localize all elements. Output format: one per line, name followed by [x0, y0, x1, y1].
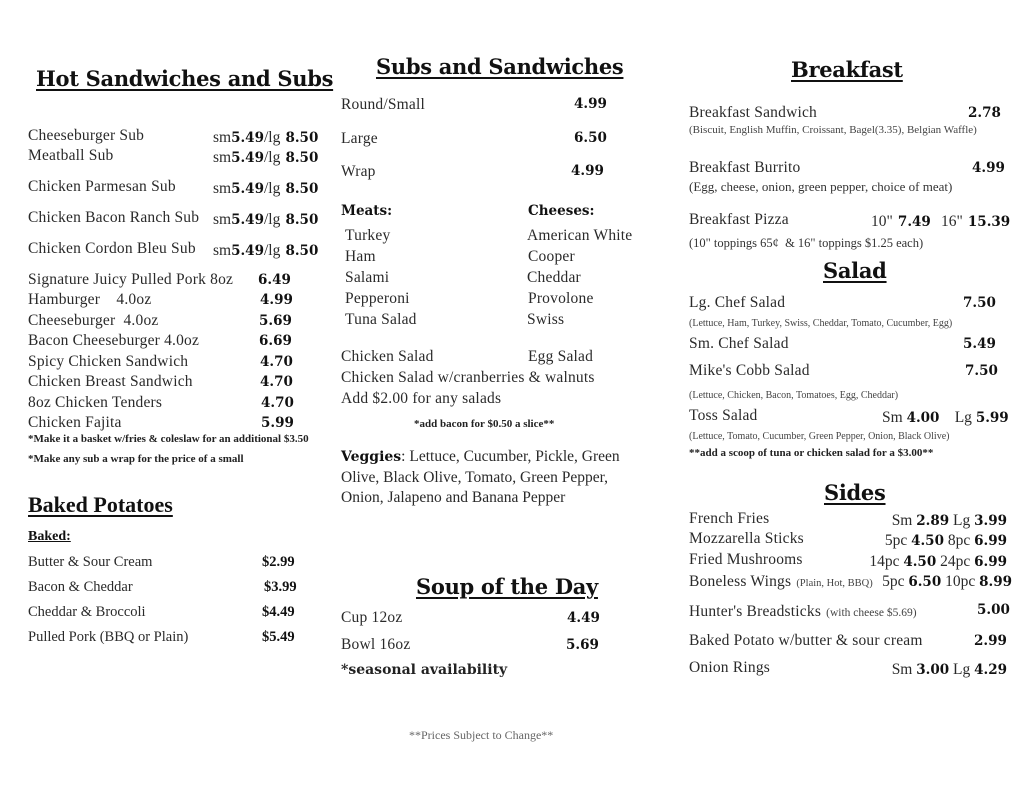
menu-item-price: 7.50 — [965, 363, 998, 379]
menu-item-price: $3.99 — [264, 579, 297, 595]
cheese-option: Swiss — [527, 311, 565, 328]
menu-item-price: Sm 4.00 Lg 5.99 — [882, 409, 1009, 426]
menu-item-price: sm5.49/lg 8.50 — [213, 129, 319, 146]
menu-item-name: Cheddar & Broccoli — [28, 604, 146, 620]
veggies-list — [341, 447, 651, 509]
menu-item-price: 5.69 — [566, 637, 599, 653]
menu-item-name: Chicken Fajita — [28, 414, 122, 431]
salad-option: Chicken Salad — [341, 348, 434, 365]
menu-item-price: 2.78 — [968, 105, 1001, 121]
menu-item-name: Cheeseburger Sub — [28, 127, 145, 144]
menu-item-name: Lg. Chef Salad — [689, 294, 786, 311]
salad-note: **add a scoop of tuna or chicken salad for a $3.00** — [689, 447, 934, 459]
menu-item-name: Hunter's Breadsticks (with cheese $5.69) — [689, 603, 917, 620]
menu-item-name: Chicken Breast Sandwich — [28, 373, 193, 390]
seasonal-note: *seasonal availability — [341, 662, 508, 678]
menu-item-name: Meatball Sub — [28, 147, 114, 164]
menu-item-name: Breakfast Burrito — [689, 159, 801, 176]
menu-item-name: Onion Rings — [689, 659, 771, 676]
menu-item-price: sm5.49/lg 8.50 — [213, 211, 319, 228]
menu-item-price: 5.99 — [261, 415, 294, 431]
menu-item-price: 5.49 — [963, 336, 996, 352]
menu-item-name: French Fries — [689, 510, 770, 527]
meats-label: Meats: — [341, 203, 393, 219]
menu-item-price: 6.69 — [259, 333, 292, 349]
menu-item-name: Mozzarella Sticks — [689, 530, 804, 547]
menu-item-price: 4.99 — [571, 163, 604, 179]
baked-subtitle: Baked: — [28, 529, 71, 544]
menu-item-price: 14pc 4.50 24pc 6.99 — [869, 553, 1007, 570]
cheeses-label: Cheeses: — [528, 203, 595, 219]
meat-option: Tuna Salad — [345, 311, 417, 328]
menu-item-name: Round/Small — [341, 96, 426, 113]
menu-item-price: sm5.49/lg 8.50 — [213, 149, 319, 166]
menu-item-price: $4.49 — [262, 604, 295, 620]
menu-item-price: 2.99 — [974, 633, 1007, 649]
menu-item-price: 6.49 — [258, 272, 291, 288]
menu-item-name: 8oz Chicken Tenders — [28, 394, 163, 411]
meat-option: Turkey — [345, 227, 391, 244]
menu-item-name: Butter & Sour Cream — [28, 554, 153, 570]
menu-item-name: Bacon Cheeseburger 4.0oz — [28, 332, 200, 349]
menu-item-name: Spicy Chicken Sandwich — [28, 353, 189, 370]
cheese-option: American White — [527, 227, 633, 244]
menu-item-desc: (Lettuce, Tomato, Cucumber, Green Pepper, Onion, Black Olive) — [689, 431, 950, 442]
menu-item-name: Chicken Bacon Ranch Sub — [28, 209, 200, 226]
menu-item-name: Pulled Pork (BBQ or Plain) — [28, 629, 189, 645]
menu-item-price: 4.70 — [260, 374, 293, 390]
veggies-text: : Lettuce, Cucumber, Pickle, Green Olive, Black Olive, Tomato, Green Pepper, Onion, Jalapeno and Banana Pepper — [341, 448, 620, 506]
salad-option: Chicken Salad w/cranberries & walnuts — [341, 369, 595, 386]
menu-item-price: 4.99 — [972, 160, 1005, 176]
menu-item-price: $2.99 — [262, 554, 295, 570]
menu-item-name: Cup 12oz — [341, 609, 403, 626]
section-title-salad: Salad — [823, 258, 887, 283]
menu-note: *Make it a basket w/fries & coleslaw for an additional $3.50 — [28, 433, 309, 445]
menu-item-name: Bacon & Cheddar — [28, 579, 133, 595]
salad-option: Egg Salad — [528, 348, 594, 365]
menu-item-desc: (Biscuit, English Muffin, Croissant, Bagel(3.35), Belgian Waffle) — [689, 124, 977, 136]
prices-disclaimer: **Prices Subject to Change** — [409, 728, 554, 742]
menu-item-price: sm5.49/lg 8.50 — [213, 242, 319, 259]
menu-item-name: Chicken Cordon Bleu Sub — [28, 240, 196, 257]
menu-item-price: 4.70 — [261, 395, 294, 411]
menu-item-price: Sm 2.89 Lg 3.99 — [891, 512, 1007, 529]
meat-option: Pepperoni — [345, 290, 410, 307]
menu-item-price: Sm 3.00 Lg 4.29 — [891, 661, 1007, 678]
cheese-option: Cheddar — [527, 269, 581, 286]
menu-item-price: 5pc 4.50 8pc 6.99 — [884, 532, 1007, 549]
section-title-subs-sandwiches: Subs and Sandwiches — [376, 54, 624, 79]
menu-item-price: 6.50 — [574, 130, 607, 146]
cheese-option: Cooper — [528, 248, 575, 265]
menu-item-price: 5.00 — [977, 602, 1010, 618]
menu-item-name: Breakfast Sandwich — [689, 104, 817, 121]
menu-item-name: Fried Mushrooms — [689, 551, 803, 568]
menu-item-price: 4.99 — [260, 292, 293, 308]
menu-note: *Make any sub a wrap for the price of a small — [28, 453, 244, 465]
section-title-hot-sandwiches: Hot Sandwiches and Subs — [36, 66, 334, 91]
menu-item-price: 4.49 — [567, 610, 600, 626]
menu-item-name: Cheeseburger 4.0oz — [28, 312, 159, 329]
menu-item-price: 5.69 — [259, 313, 292, 329]
menu-item-name: Bowl 16oz — [341, 636, 411, 653]
menu-item-name: Sm. Chef Salad — [689, 335, 789, 352]
menu-item-name: Boneless Wings (Plain, Hot, BBQ) — [689, 573, 873, 590]
menu-item-name: Hamburger 4.0oz — [28, 291, 152, 308]
menu-item-price: 4.70 — [260, 354, 293, 370]
menu-item-name: Toss Salad — [689, 407, 758, 424]
menu-item-price: 7.50 — [963, 295, 996, 311]
section-title-baked-potatoes: Baked Potatoes — [28, 492, 173, 517]
menu-item-price: 5pc 6.50 10pc 8.99 — [882, 573, 1012, 590]
meat-option: Salami — [345, 269, 390, 286]
section-title-sides: Sides — [824, 480, 886, 505]
salad-note: Add $2.00 for any salads — [341, 390, 502, 407]
menu-item-name: Baked Potato w/butter & sour cream — [689, 632, 923, 649]
bacon-note: *add bacon for $0.50 a slice** — [414, 418, 555, 430]
menu-item-name: Large — [341, 130, 378, 147]
section-title-soup: Soup of the Day — [416, 574, 598, 599]
meat-option: Ham — [345, 248, 376, 265]
menu-item-name: Chicken Parmesan Sub — [28, 178, 176, 195]
menu-item-name: Mike's Cobb Salad — [689, 362, 810, 379]
menu-item-name: Signature Juicy Pulled Pork 8oz — [28, 271, 234, 288]
menu-item-desc: (Egg, cheese, onion, green pepper, choice of meat) — [689, 179, 953, 194]
veggies-label: Veggies — [341, 449, 402, 465]
cheese-option: Provolone — [528, 290, 594, 307]
menu-item-desc: (Lettuce, Chicken, Bacon, Tomatoes, Egg, Cheddar) — [689, 390, 899, 401]
section-title-breakfast: Breakfast — [791, 57, 903, 82]
menu-item-name: Breakfast Pizza — [689, 211, 789, 228]
menu-item-price: $5.49 — [262, 629, 295, 645]
menu-item-price: 10" 7.49 16" 15.39 — [871, 213, 1011, 230]
menu-item-name: Wrap — [341, 163, 376, 180]
menu-item-price: 4.99 — [574, 96, 607, 112]
menu-item-desc: (10" toppings 65¢ & 16" toppings $1.25 each) — [689, 236, 924, 250]
menu-item-price: sm5.49/lg 8.50 — [213, 180, 319, 197]
menu-item-desc: (Lettuce, Ham, Turkey, Swiss, Cheddar, Tomato, Cucumber, Egg) — [689, 318, 953, 329]
